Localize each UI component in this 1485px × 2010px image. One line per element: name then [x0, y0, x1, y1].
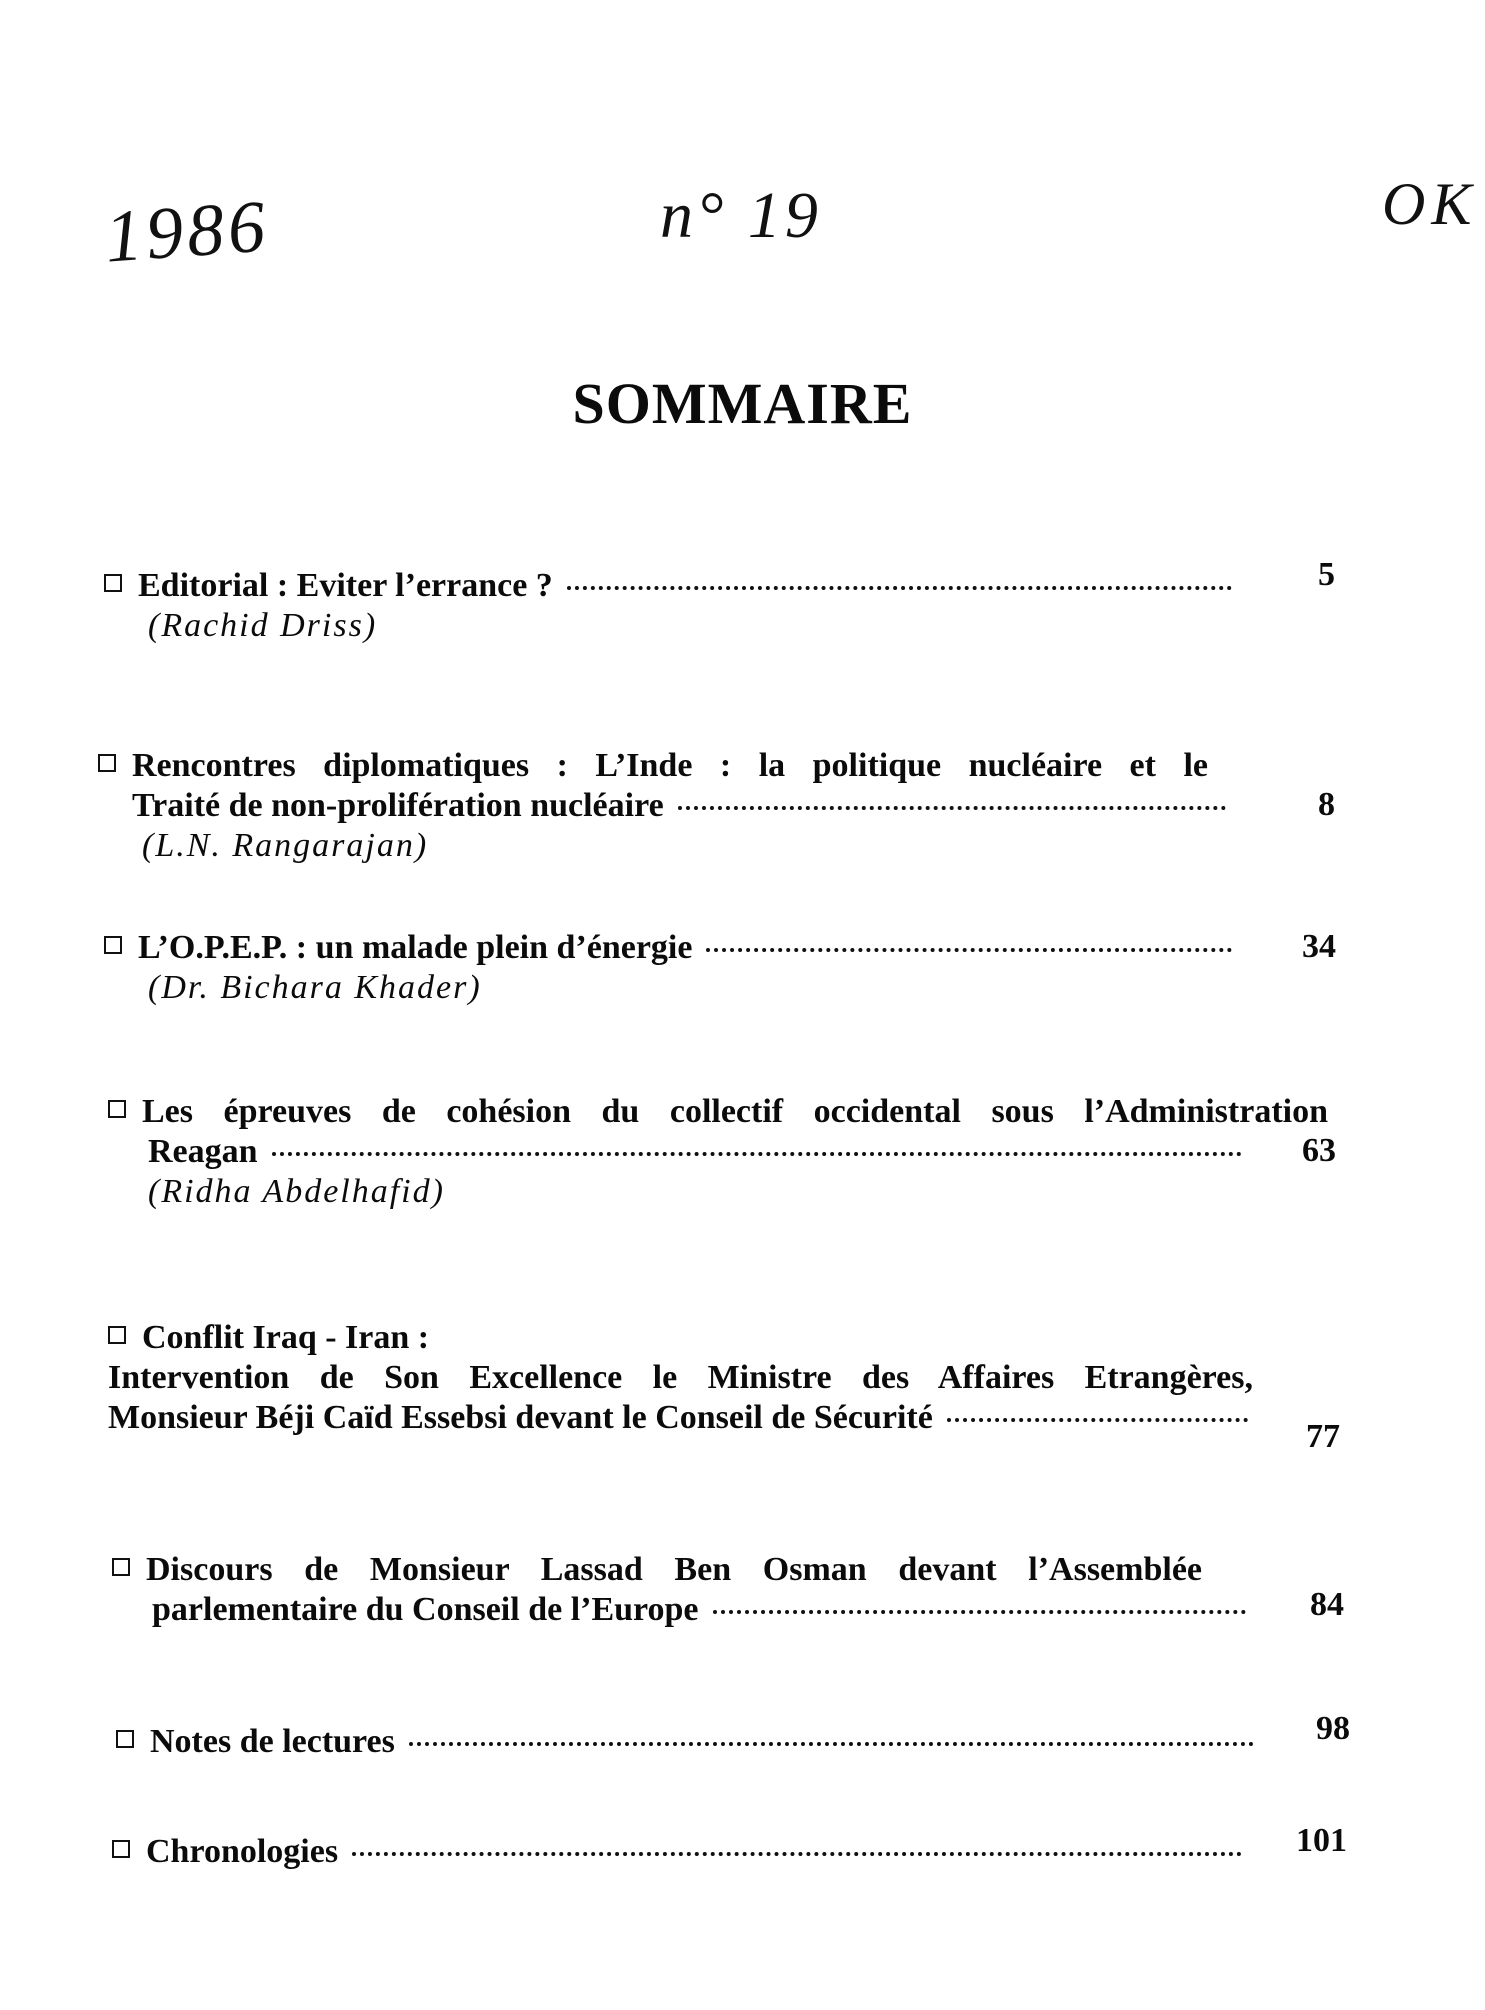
- entry-title-continued: Traité de non-prolifération nucléaire: [132, 787, 664, 824]
- entry-page-number: 77: [1306, 1418, 1340, 1455]
- entry-author: (Rachid Driss): [148, 607, 378, 644]
- toc-entry: [108, 1092, 1338, 1212]
- checkbox-icon: [112, 1558, 130, 1576]
- leader-dots: [947, 1418, 1248, 1422]
- entry-page-number: 98: [1316, 1710, 1350, 1747]
- entry-page-number: 8: [1318, 786, 1335, 823]
- entry-page-number: 101: [1296, 1822, 1347, 1859]
- toc-entry: [112, 1550, 1262, 1630]
- leader-dots: [567, 586, 1232, 590]
- entry-author: (Ridha Abdelhafid): [148, 1173, 445, 1210]
- checkbox-icon: [108, 1326, 126, 1344]
- entry-title: L’O.P.E.P. : un malade plein d’énergie: [138, 929, 693, 966]
- leader-dots: [713, 1610, 1246, 1614]
- entry-title: Notes de lectures: [150, 1723, 395, 1760]
- handwritten-issue-number: n° 19: [660, 179, 822, 252]
- leader-dots: [272, 1152, 1242, 1156]
- leader-dots: [678, 806, 1226, 810]
- toc-entry: [116, 1722, 1266, 1762]
- entry-title-continued: Monsieur Béji Caïd Essebsi devant le Conseil de Sécurité: [108, 1399, 933, 1436]
- checkbox-icon: [108, 1100, 126, 1118]
- entry-page-number: 34: [1302, 928, 1336, 965]
- entry-page-number: 84: [1310, 1586, 1344, 1623]
- toc-entry: [108, 1318, 1258, 1438]
- handwritten-ok-mark: OK: [1382, 171, 1478, 237]
- entry-author: (L.N. Rangarajan): [142, 827, 429, 864]
- entry-title: Editorial : Eviter l’errance ?: [138, 567, 553, 604]
- toc-entry: [104, 928, 1244, 1008]
- checkbox-icon: [116, 1730, 134, 1748]
- toc-entry: [98, 746, 1238, 866]
- entry-page-number: 63: [1302, 1132, 1336, 1169]
- leader-dots: [409, 1742, 1254, 1746]
- entry-title: Conflit Iraq - Iran :: [142, 1319, 430, 1356]
- entry-title: Chronologies: [146, 1833, 339, 1870]
- entry-title-continued: Reagan: [148, 1133, 258, 1170]
- leader-dots: [706, 948, 1232, 952]
- page-title: SOMMAIRE: [572, 371, 913, 436]
- toc-entry: [112, 1832, 1254, 1872]
- entry-author: (Dr. Bichara Khader): [148, 969, 482, 1006]
- handwritten-year: 1986: [102, 185, 272, 279]
- checkbox-icon: [104, 936, 122, 954]
- entry-page-number: 5: [1318, 556, 1335, 593]
- entry-title: Discours de Monsieur Lassad Ben Osman devant l’Assemblée: [146, 1551, 1202, 1588]
- checkbox-icon: [98, 754, 116, 772]
- entry-title: Les épreuves de cohésion du collectif occidental sous l’Administration: [142, 1093, 1328, 1130]
- entry-title: Rencontres diplomatiques : L’Inde : la politique nucléaire et le: [132, 747, 1208, 784]
- toc-entry: [104, 566, 1244, 646]
- leader-dots: [352, 1852, 1242, 1856]
- entry-title-continued: Intervention de Son Excellence le Ministre des Affaires Etrangères,: [108, 1359, 1253, 1396]
- checkbox-icon: [104, 574, 122, 592]
- entry-title-continued: parlementaire du Conseil de l’Europe: [152, 1591, 699, 1628]
- checkbox-icon: [112, 1840, 130, 1858]
